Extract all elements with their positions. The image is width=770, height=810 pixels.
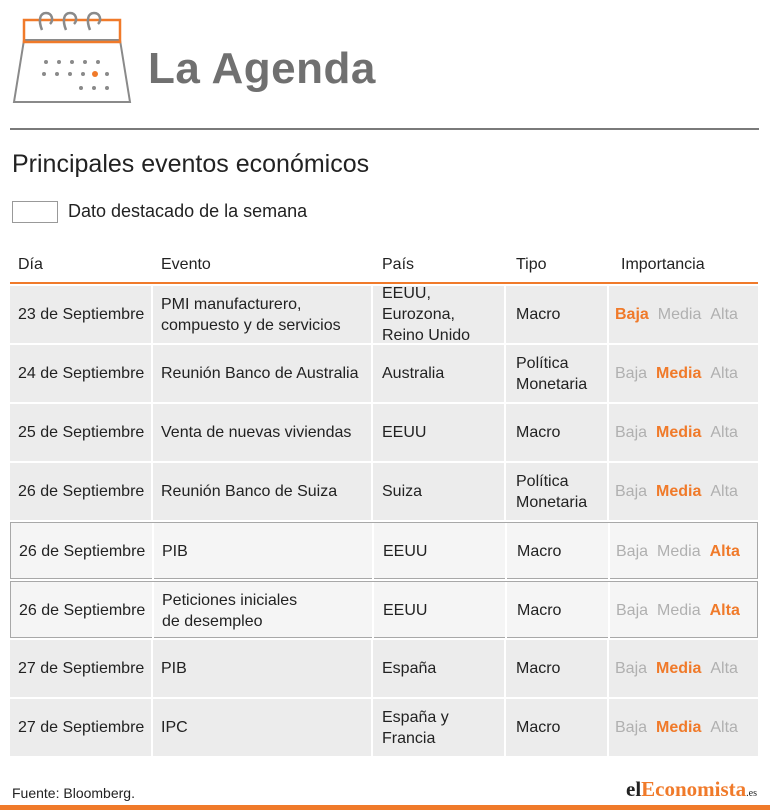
- table-row: [10, 286, 758, 343]
- importance-level-alta: Alta: [710, 660, 738, 677]
- brand-logo: [626, 777, 757, 802]
- cell-importance: [609, 640, 758, 697]
- importance-level-alta: Alta: [710, 483, 738, 500]
- column-header-importance: Importancia: [621, 256, 705, 273]
- importance-level-media: Media: [657, 602, 701, 619]
- cell-event: Peticiones iniciales de desempleo: [154, 582, 374, 639]
- cell-day: 26 de Septiembre: [11, 523, 154, 580]
- cell-day: 27 de Septiembre: [10, 699, 153, 756]
- calendar-icon: [8, 8, 134, 110]
- cell-day: 26 de Septiembre: [10, 463, 153, 520]
- brand-prefix: el: [626, 777, 642, 801]
- importance-level-alta: Alta: [710, 306, 738, 323]
- source-note: Fuente: Bloomberg.: [12, 785, 135, 801]
- cell-country: EEUU: [373, 404, 506, 461]
- cell-type: Macro: [506, 640, 609, 697]
- importance-level-alta: Alta: [710, 719, 738, 736]
- cell-event: PIB: [153, 640, 373, 697]
- importance-level-alta: Alta: [709, 602, 740, 619]
- legend-swatch: [12, 201, 58, 223]
- importance-level-media: Media: [656, 660, 702, 677]
- cell-type: Macro: [507, 582, 610, 639]
- cell-type: Macro: [506, 404, 609, 461]
- importance-level-baja: Baja: [616, 543, 649, 560]
- table-row: [10, 522, 758, 579]
- table-row: [10, 581, 758, 638]
- importance-level-baja: Baja: [615, 483, 648, 500]
- column-header-type: Tipo: [516, 256, 547, 273]
- brand-suffix: .es: [746, 788, 757, 799]
- importance-level-media: Media: [656, 365, 702, 382]
- section-subtitle: Principales eventos económicos: [12, 150, 370, 178]
- importance-level-alta: Alta: [709, 543, 740, 560]
- importance-level-baja: Baja: [615, 306, 649, 323]
- cell-country: España: [373, 640, 506, 697]
- importance-level-media: Media: [656, 483, 702, 500]
- cell-importance: [609, 404, 758, 461]
- cell-event: IPC: [153, 699, 373, 756]
- cell-type: Macro: [506, 286, 609, 343]
- cell-importance: [609, 699, 758, 756]
- cell-day: 23 de Septiembre: [10, 286, 153, 343]
- importance-level-media: Media: [656, 424, 702, 441]
- column-header-event: Evento: [161, 256, 211, 273]
- table-row: [10, 463, 758, 520]
- cell-country: Australia: [373, 345, 506, 402]
- table-row: [10, 345, 758, 402]
- importance-level-media: Media: [657, 543, 701, 560]
- cell-type: Política Monetaria: [506, 463, 609, 520]
- importance-level-alta: Alta: [710, 365, 738, 382]
- cell-day: 25 de Septiembre: [10, 404, 153, 461]
- column-header-day: Día: [18, 256, 43, 273]
- cell-day: 27 de Septiembre: [10, 640, 153, 697]
- cell-country: EEUU: [374, 523, 507, 580]
- importance-level-baja: Baja: [616, 602, 649, 619]
- importance-level-baja: Baja: [615, 660, 648, 677]
- table-row: [10, 699, 758, 756]
- cell-event: PIB: [154, 523, 374, 580]
- importance-level-media: Media: [656, 719, 702, 736]
- legend-label: Dato destacado de la semana: [68, 201, 308, 221]
- brand-accent: Economista: [641, 777, 747, 801]
- cell-day: 26 de Septiembre: [11, 582, 154, 639]
- importance-level-alta: Alta: [710, 424, 738, 441]
- cell-importance: [609, 463, 758, 520]
- cell-event: Reunión Banco de Australia: [153, 345, 373, 402]
- cell-importance: [609, 345, 758, 402]
- column-header-country: País: [382, 256, 415, 273]
- cell-country: Suiza: [373, 463, 506, 520]
- cell-event: PMI manufacturero, compuesto y de servicios: [153, 286, 373, 343]
- importance-level-baja: Baja: [615, 365, 648, 382]
- cell-country: EEUU, Eurozona, Reino Unido: [373, 286, 506, 343]
- bottom-accent-bar: [0, 805, 770, 810]
- cell-event: Venta de nuevas viviendas: [153, 404, 373, 461]
- cell-event: Reunión Banco de Suiza: [153, 463, 373, 520]
- cell-importance: [609, 286, 758, 343]
- header-divider: [10, 128, 759, 130]
- cell-importance: [610, 523, 759, 580]
- importance-level-baja: Baja: [615, 719, 648, 736]
- events-table: [10, 248, 758, 756]
- cell-type: Macro: [506, 699, 609, 756]
- cell-day: 24 de Septiembre: [10, 345, 153, 402]
- table-header: [10, 248, 758, 284]
- cell-type: Política Monetaria: [506, 345, 609, 402]
- importance-level-media: Media: [657, 306, 702, 323]
- table-row: [10, 640, 758, 697]
- cell-importance: [610, 582, 759, 639]
- table-row: [10, 404, 758, 461]
- importance-level-baja: Baja: [615, 424, 648, 441]
- cell-type: Macro: [507, 523, 610, 580]
- page-title: La Agenda: [148, 44, 376, 93]
- cell-country: España y Francia: [373, 699, 506, 756]
- cell-country: EEUU: [374, 582, 507, 639]
